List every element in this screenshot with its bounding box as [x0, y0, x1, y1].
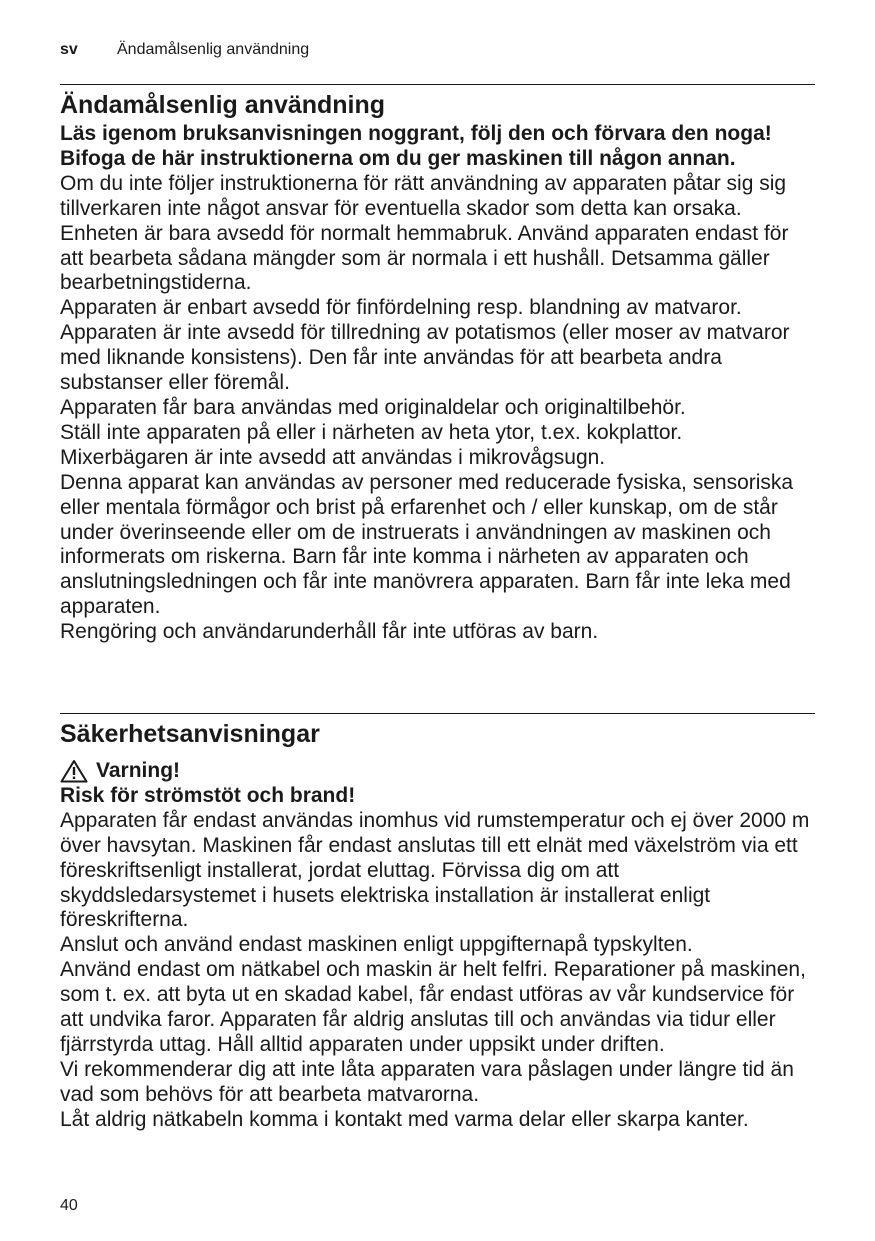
paragraph: Om du inte följer instruktionerna för rätt användning av apparaten påtar sig sig tillverkaren inte något ansvar för eventuella skador som detta kan orsaka.: [60, 171, 787, 220]
lead-paragraph: Läs igenom bruksanvisningen noggrant, följ den och förvara den noga! Bifoga de här instruktionerna om du ger maskinen till någon annan.: [60, 122, 772, 170]
warning-triangle-icon: [60, 759, 88, 783]
running-header-title: Ändamålsenlig användning: [117, 41, 310, 58]
warning-label: Varning!: [96, 759, 181, 782]
running-header: [60, 40, 310, 60]
section-title: Ändamålsenlig användning: [60, 91, 386, 119]
section-title: Säkerhetsanvisningar: [60, 720, 320, 748]
paragraph: Enheten är bara avsedd för normalt hemmabruk. Använd apparaten endast för att bearbeta sådana mängder som är normala i ett hushåll. Detsamma gäller bearbetningstiderna.: [60, 221, 789, 295]
paragraph: Mixerbägaren är inte avsedd att användas i mikrovågsugn.: [60, 445, 606, 469]
paragraph: Använd endast om nätkabel och maskin är helt felfri. Reparationer på maskinen, som t. ex. att byta ut en skadad kabel, får endast utföras av vår kundservice för att undvika faror. Apparaten får aldrig anslutas till och användas via tidur eller fjärrstyrda uttag. Håll alltid apparaten under uppsikt under driften.: [60, 958, 806, 1056]
language-code: sv: [60, 41, 78, 58]
warning-label-row: [60, 759, 815, 784]
paragraph: Anslut och använd endast maskinen enligt uppgifternapå typskylten.: [60, 933, 693, 957]
section-intended-use: [60, 88, 815, 645]
paragraph: Låt aldrig nätkabeln komma i kontakt med varma delar eller skarpa kanter.: [60, 1107, 749, 1131]
section-divider: [60, 713, 815, 714]
paragraph: Vi rekommenderar dig att inte låta apparaten vara påslagen under längre tid än vad som behövs för att bearbeta matvarorna.: [60, 1057, 794, 1106]
page-number: 40: [60, 1197, 78, 1214]
paragraph: Rengöring och användarunderhåll får inte utföras av barn.: [60, 620, 599, 644]
section-divider: [60, 84, 815, 85]
section-safety: [60, 717, 815, 1133]
paragraph: Ställ inte apparaten på eller i närheten av heta ytor, t.ex. kokplattor.: [60, 420, 683, 444]
paragraph: Apparaten får bara användas med originaldelar och originaltilbehör.: [60, 395, 686, 419]
warning-heading: Risk för strömstöt och brand!: [60, 783, 356, 807]
paragraph: Apparaten får endast användas inomhus vid rumstemperatur och ej över 2000 m över havsytan. Maskinen får endast anslutas till ett elnät med växelström via ett föreskriftsenligt installerat, jordat eluttag. Förvissa dig om att skyddsledarsystemet i husets elektriska installation är installerat enligt föreskrifterna.: [60, 808, 810, 932]
paragraph: Denna apparat kan användas av personer med reducerade fysiska, sensoriska eller mentala förmågor och brist på erfarenhet och / eller kunskap, om de står under överinseende eller om de instruerats i användningen av maskinen och informerats om riskerna. Barn får inte komma i närheten av apparaten och anslutningsledningen och får inte manövrera apparaten. Barn får inte leka med apparaten.: [60, 470, 794, 619]
paragraph: Apparaten är enbart avsedd för finfördelning resp. blandning av matvaror. Apparaten är inte avsedd för tillredning av potatismos (eller moser av matvaror med liknande konsistens). Den får inte användas för att bearbeta andra substanser eller föremål.: [60, 296, 790, 395]
